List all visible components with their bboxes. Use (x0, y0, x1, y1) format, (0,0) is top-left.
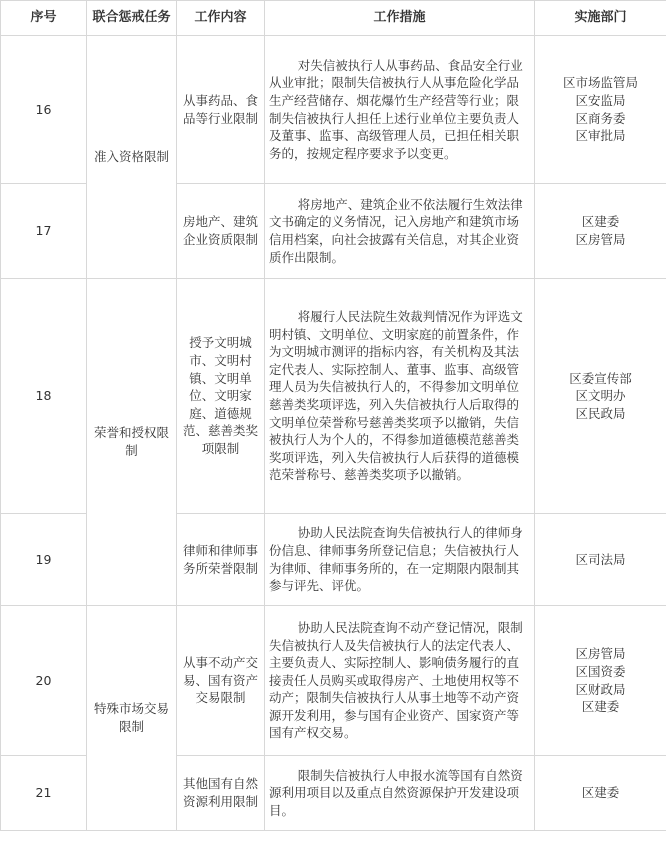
dept-cell (535, 514, 666, 606)
table-row (1, 606, 666, 756)
dept-cell (535, 756, 666, 831)
measure-cell: 限制失信被执行人申报水流等国有自然资源利用项目以及重点自然资源保护开发建设项目。 (265, 756, 535, 831)
dept-name: 区建委 (581, 699, 620, 715)
dept-name: 区商务委 (575, 110, 626, 126)
task-cell: 准入资格限制 (87, 36, 177, 279)
measure-cell: 对失信被执行人从事药品、食品安全行业从业审批；限制失信被执行人从事危险化学品生产经营储存、烟花爆竹生产经营等行业；限制失信被执行人担任上述行业单位主要负责人及董事、监事、高级管理人员，已担任相关职务的，按规定程序要求予以变更。 (265, 36, 535, 184)
content-cell: 授予文明城市、文明村镇、文明单位、文明家庭、道德规范、慈善类奖项限制 (177, 279, 265, 514)
header-measure: 工作措施 (265, 1, 535, 36)
content-cell: 其他国有自然资源利用限制 (177, 756, 265, 831)
measure-cell: 将房地产、建筑企业不依法履行生效法律文书确定的义务情况，记入房地产和建筑市场信用档案，向社会披露有关信息，对其企业资质作出限制。 (265, 184, 535, 279)
dept-name: 区文明办 (575, 388, 626, 404)
dept-cell (535, 279, 666, 514)
table-row (1, 279, 666, 514)
row-number: 16 (1, 36, 87, 184)
content-cell: 律师和律师事务所荣誉限制 (177, 514, 265, 606)
header-content: 工作内容 (177, 1, 265, 36)
content-cell: 房地产、建筑企业资质限制 (177, 184, 265, 279)
content-cell: 从事药品、食品等行业限制 (177, 36, 265, 184)
dept-name: 区民政局 (575, 405, 626, 421)
table-header-row (1, 1, 666, 36)
dept-name: 区审批局 (575, 128, 626, 144)
measure-cell: 协助人民法院查询失信被执行人的律师身份信息、律师事务所登记信息；失信被执行人为律师、律师事务所的，在一定期限内限制其参与评先、评优。 (265, 514, 535, 606)
row-number: 18 (1, 279, 87, 514)
dept-cell (535, 184, 666, 279)
dept-name: 区司法局 (575, 551, 626, 567)
measure-cell: 协助人民法院查询不动产登记情况，限制失信被执行人及失信被执行人的法定代表人、主要负责人、实际控制人、影响债务履行的直接责任人员购买或取得房产、土地使用权等不动产；限制失信被执行人从事土地等不动产资源开发利用，参与国有企业资产、国家资产等国有产权交易。 (265, 606, 535, 756)
task-cell: 特殊市场交易限制 (87, 606, 177, 831)
dept-name: 区委宣传部 (569, 370, 632, 386)
content-cell: 从事不动产交易、国有资产交易限制 (177, 606, 265, 756)
dept-cell (535, 36, 666, 184)
dept-name: 区房管局 (575, 232, 626, 247)
dept-name: 区建委 (581, 785, 620, 801)
header-no: 序号 (1, 1, 87, 36)
table-row (1, 36, 666, 184)
measure-cell: 将履行人民法院生效裁判情况作为评选文明村镇、文明单位、文明家庭的前置条件，作为文明城市测评的指标内容，有关机构及其法定代表人、实际控制人、董事、监事、高级管理人员为失信被执行人的，不得参加文明单位慈善类奖项评选，列入失信被执行人后取得的文明单位荣誉称号慈善类奖项予以撤销，失信被执行人为个人的，不得参加道德模范慈善类奖项评选，列入失信被执行人后获得的道德模范荣誉称号、慈善类奖项予以撤销。 (265, 279, 535, 514)
dept-name: 区建委 (581, 214, 620, 230)
header-dept: 实施部门 (535, 1, 666, 36)
dept-name: 区房管局 (575, 646, 626, 662)
dept-name: 区安监局 (575, 92, 626, 108)
dept-cell (535, 606, 666, 756)
dept-name: 区国资委 (575, 663, 626, 679)
row-number: 21 (1, 756, 87, 831)
row-number: 17 (1, 184, 87, 279)
row-number: 20 (1, 606, 87, 756)
header-task: 联合惩戒任务 (87, 1, 177, 36)
task-cell: 荣誉和授权限制 (87, 279, 177, 606)
dept-name: 区市场监管局 (562, 75, 638, 91)
dept-name: 区财政局 (575, 681, 626, 697)
row-number: 19 (1, 514, 87, 606)
